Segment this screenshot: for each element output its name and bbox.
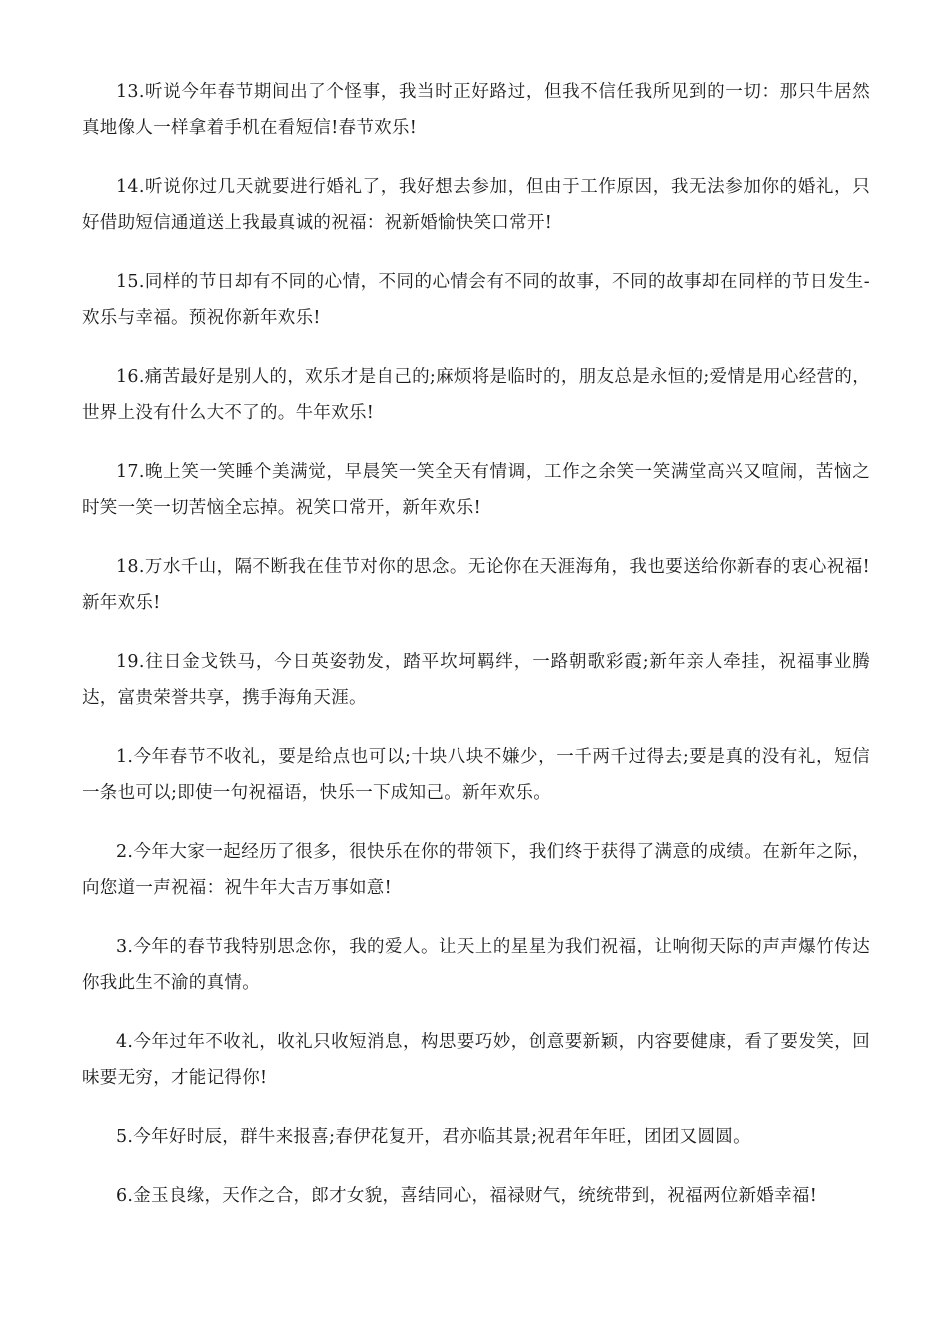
paragraph-6: 6.金玉良缘，天作之合，郎才女貌，喜结同心，福禄财气，统统带到，祝福两位新婚幸福!	[116, 1186, 818, 1206]
paragraph-16: 16.痛苦最好是别人的，欢乐才是自己的;麻烦将是临时的，朋友总是永恒的;爱情是用心经营的，世界上没有什么大不了的。牛年欢乐!	[82, 367, 870, 423]
paragraph-5: 5.今年好时辰，群牛来报喜;春伊花复开，君亦临其景;祝君年年旺，团团又圆圆。	[116, 1127, 751, 1147]
paragraph-3: 3.今年的春节我特别思念你，我的爱人。让天上的星星为我们祝福，让响彻天际的声声爆竹传达你我此生不渝的真情。	[82, 937, 870, 993]
paragraph-14: 14.听说你过几天就要进行婚礼了，我好想去参加，但由于工作原因，我无法参加你的婚礼，只好借助短信通道送上我最真诚的祝福：祝新婚愉快笑口常开!	[82, 177, 870, 233]
paragraph-18: 18.万水千山，隔不断我在佳节对你的思念。无论你在天涯海角，我也要送给你新春的衷心祝福!新年欢乐!	[82, 557, 870, 613]
paragraph-2: 2.今年大家一起经历了很多，很快乐在你的带领下，我们终于获得了满意的成绩。在新年之际，向您道一声祝福：祝牛年大吉万事如意!	[82, 842, 870, 898]
document-body	[82, 74, 870, 1237]
paragraph-19: 19.往日金戈铁马，今日英姿勃发，踏平坎坷羁绊，一路朝歌彩霞;新年亲人牵挂，祝福事业腾达，富贵荣誉共享，携手海角天涯。	[82, 652, 870, 708]
paragraph-1: 1.今年春节不收礼，要是给点也可以;十块八块不嫌少，一千两千过得去;要是真的没有礼，短信一条也可以;即使一句祝福语，快乐一下成知己。新年欢乐。	[82, 747, 870, 803]
paragraph-17: 17.晚上笑一笑睡个美满觉，早晨笑一笑全天有情调，工作之余笑一笑满堂高兴又喧闹，苦恼之时笑一笑一切苦恼全忘掉。祝笑口常开，新年欢乐!	[82, 462, 870, 518]
paragraph-13: 13.听说今年春节期间出了个怪事，我当时正好路过，但我不信任我所见到的一切：那只牛居然真地像人一样拿着手机在看短信!春节欢乐!	[82, 82, 870, 138]
paragraph-4: 4.今年过年不收礼，收礼只收短消息，构思要巧妙，创意要新颖，内容要健康，看了要发笑，回味要无穷，才能记得你!	[82, 1032, 870, 1088]
paragraph-15: 15.同样的节日却有不同的心情，不同的心情会有不同的故事，不同的故事却在同样的节日发生-欢乐与幸福。预祝你新年欢乐!	[82, 272, 870, 328]
